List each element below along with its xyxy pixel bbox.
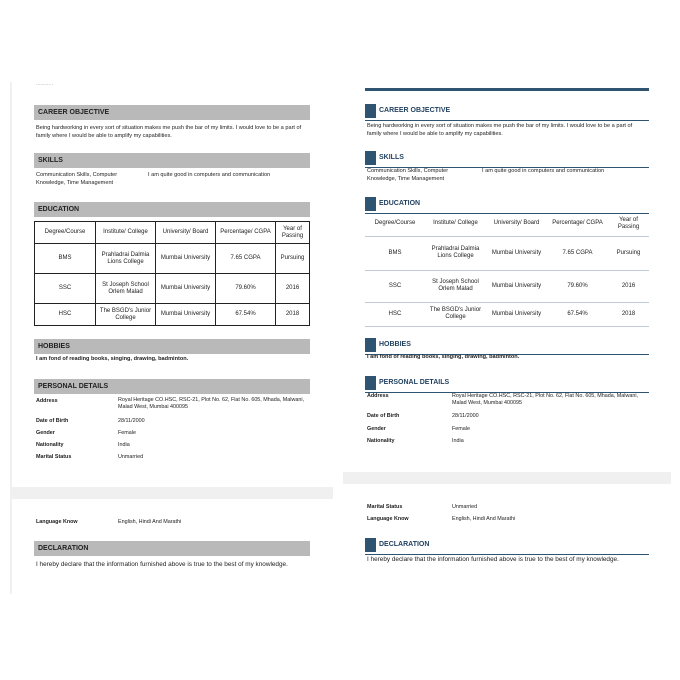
right-th-university: University/ Board	[486, 212, 547, 236]
table-row	[35, 244, 310, 274]
right-education-heading	[365, 197, 649, 211]
table-cell: 7.65 CGPA	[216, 244, 276, 274]
left-language-label: Language Know	[36, 519, 78, 525]
table-cell: Mumbai University	[486, 302, 547, 326]
right-dob-value: 28/11/2000	[452, 413, 479, 419]
right-hobbies-heading-text: HOBBIES	[379, 341, 411, 348]
left-career-heading: CAREER OBJECTIVE	[34, 105, 310, 120]
table-cell: Mumbai University	[156, 244, 216, 274]
table-cell: 79.60%	[547, 270, 608, 302]
table-cell: HSC	[365, 302, 425, 326]
right-skills-left: Communication Skills, Computer Knowledge, Time Management	[367, 168, 449, 182]
table-cell: St Joseph School Orlem Malad	[96, 274, 156, 304]
left-declaration-text: I hereby declare that the information furnished above is true to the best of my knowledge.	[36, 561, 288, 568]
table-cell: BMS	[365, 236, 425, 270]
right-career-heading	[365, 104, 649, 118]
right-declaration-heading-text: DECLARATION	[379, 541, 430, 548]
right-marital-label: Marital Status	[367, 504, 403, 510]
right-th-percentage: Percentage/ CGPA	[547, 212, 608, 236]
table-row	[365, 270, 649, 302]
right-top-rule	[365, 88, 649, 91]
table-cell: Mumbai University	[156, 304, 216, 326]
left-skills-left: Communication Skills, Computer Knowledge, Time Management	[36, 172, 118, 186]
left-education-table	[34, 221, 310, 326]
left-th-percentage: Percentage/ CGPA	[216, 222, 276, 244]
left-th-university: University/ Board	[156, 222, 216, 244]
right-hobbies-heading	[365, 338, 649, 352]
right-career-heading-text: CAREER OBJECTIVE	[379, 107, 451, 114]
left-marital-value: Unmarried	[118, 454, 144, 460]
table-row	[365, 302, 649, 326]
right-nationality-label: Nationality	[367, 438, 395, 444]
right-page-break	[343, 472, 671, 484]
right-th-year: Year of Passing	[608, 212, 649, 236]
table-cell: The BSGD's Junior College	[425, 302, 486, 326]
table-cell: SSC	[365, 270, 425, 302]
table-cell: HSC	[35, 304, 96, 326]
left-top-fragment: ...........	[36, 81, 54, 87]
left-education-heading: EDUCATION	[34, 202, 310, 217]
right-career-text: Being hardworking in every sort of situation makes me push the bar of my limits. I would love to be a part of family where I would be able to amplify my capabilities.	[367, 123, 633, 137]
table-cell: Mumbai University	[486, 270, 547, 302]
left-dob-value: 28/11/2000	[118, 418, 145, 424]
left-th-institute: Institute/ College	[96, 222, 156, 244]
right-dob-label: Date of Birth	[367, 413, 400, 419]
table-row	[35, 304, 310, 326]
table-cell: SSC	[35, 274, 96, 304]
right-address-label: Address	[367, 393, 389, 399]
left-nationality-value: India	[118, 442, 130, 448]
left-personal-heading: PERSONAL DETAILS	[34, 379, 310, 394]
table-cell: 2018	[608, 302, 649, 326]
table-row	[35, 274, 310, 304]
left-hobbies-text: I am fond of reading books, singing, drawing, badminton.	[36, 356, 189, 362]
right-education-table	[365, 212, 649, 327]
right-nationality-value: India	[452, 438, 464, 444]
right-language-label: Language Know	[367, 516, 409, 522]
table-cell: St Joseph School Orlem Malad	[425, 270, 486, 302]
table-cell: 2016	[276, 274, 310, 304]
left-th-year: Year of Passing	[276, 222, 310, 244]
left-skills-heading: SKILLS	[34, 153, 310, 168]
table-cell: 67.54%	[216, 304, 276, 326]
left-address-value: Royal Heritage CO.HSC, RSC-21, Plot No. 62, Flat No. 605, Mhada, Malwani, Malad West, Mumbai 400095	[118, 397, 305, 410]
left-dob-label: Date of Birth	[36, 418, 69, 424]
table-cell: Mumbai University	[486, 236, 547, 270]
right-skills-right: I am quite good in computers and communication	[482, 168, 605, 174]
table-cell: 2018	[276, 304, 310, 326]
right-address-value: Royal Heritage CO.HSC, RSC-21, Plot No. 62, Flat No. 605, Mhada, Malwani, Malad West, Mumbai 400095	[452, 393, 639, 406]
right-gender-label: Gender	[367, 426, 386, 432]
table-cell: The BSGD's Junior College	[96, 304, 156, 326]
table-row	[365, 236, 649, 270]
table-cell: Mumbai University	[156, 274, 216, 304]
left-gender-value: Female	[118, 430, 136, 436]
left-address-label: Address	[36, 398, 58, 404]
right-personal-heading	[365, 376, 649, 390]
left-marital-label: Marital Status	[36, 454, 72, 460]
right-hobbies-text: I am fond of reading books, singing, drawing, badminton.	[367, 354, 520, 360]
left-skills-right: I am quite good in computers and communication	[148, 172, 271, 178]
right-skills-heading-text: SKILLS	[379, 154, 404, 161]
table-cell: Pursuing	[608, 236, 649, 270]
right-personal-heading-text: PERSONAL DETAILS	[379, 379, 450, 386]
left-gender-label: Gender	[36, 430, 55, 436]
right-th-institute: Institute/ College	[425, 212, 486, 236]
left-page-break	[10, 487, 333, 499]
table-cell: 67.54%	[547, 302, 608, 326]
right-declaration-text: I hereby declare that the information furnished above is true to the best of my knowledge.	[367, 556, 619, 563]
right-marital-value: Unmarried	[452, 504, 478, 510]
left-career-text: Being hardworking in every sort of situation makes me push the bar of my limits. I would love to be a part of family where I would be able to amplify my capabilities.	[36, 125, 302, 139]
right-language-value: English, Hindi And Marathi	[452, 516, 516, 522]
right-skills-heading	[365, 151, 649, 165]
right-education-heading-text: EDUCATION	[379, 200, 421, 207]
table-cell: Prahladrai Dalmia Lions College	[96, 244, 156, 274]
left-hobbies-heading: HOBBIES	[34, 339, 310, 354]
left-declaration-heading: DECLARATION	[34, 541, 310, 556]
left-nationality-label: Nationality	[36, 442, 64, 448]
right-th-degree: Degree/Course	[365, 212, 425, 236]
table-cell: 7.65 CGPA	[547, 236, 608, 270]
left-th-degree: Degree/Course	[35, 222, 96, 244]
table-cell: BMS	[35, 244, 96, 274]
left-language-value: English, Hindi And Marathi	[118, 519, 182, 525]
table-cell: Pursuing	[276, 244, 310, 274]
table-cell: Prahladrai Dalmia Lions College	[425, 236, 486, 270]
right-declaration-heading	[365, 538, 649, 552]
right-gender-value: Female	[452, 426, 470, 432]
table-cell: 79.60%	[216, 274, 276, 304]
table-cell: 2016	[608, 270, 649, 302]
left-page-edge	[10, 82, 12, 594]
